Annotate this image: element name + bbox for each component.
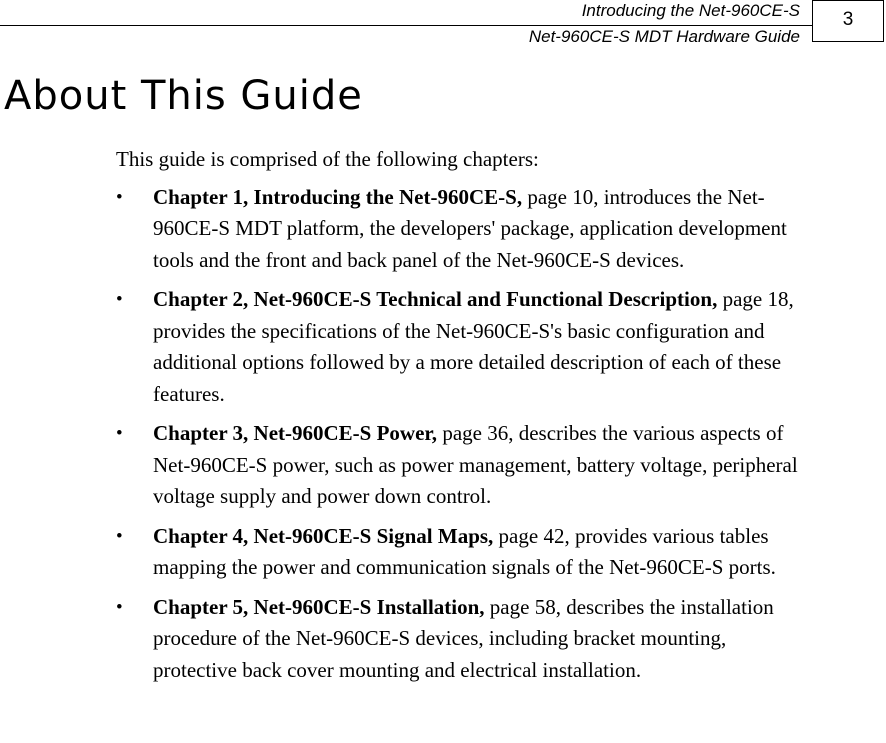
page-title: About This Guide [4,73,363,119]
chapter-description: page 36, describes the various aspects of Net-960CE-S power, such as power management, battery voltage, peripheral voltage supply and power down control. [153,421,798,508]
body-content [116,144,806,694]
chapter-description: page 18, provides the specifications of the Net-960CE-S's basic configuration and additional options followed by a more detailed description of each of these features. [153,287,794,406]
chapter-title: Chapter 3, Net-960CE-S Power, [153,421,438,445]
chapter-list [116,182,806,687]
chapter-description: page 42, provides various tables mapping the power and communication signals of the Net-960CE-S ports. [153,523,776,579]
chapter-item-1 [116,182,806,277]
bullet-icon: • [116,525,123,547]
chapter-title: Chapter 2, Net-960CE-S Technical and Functional Description, [153,287,718,311]
intro-paragraph: This guide is comprised of the following chapters: [116,147,539,171]
chapter-title: Chapter 1, Introducing the Net-960CE-S, [153,184,523,209]
chapter-item-5 [116,592,806,687]
header-divider [0,25,812,26]
chapter-item-3 [116,418,806,513]
header-guide-title: Net-960CE-S MDT Hardware Guide [528,27,800,46]
chapter-description: page 10, introduces the Net-960CE-S MDT platform, the developers' package, application development tools and the front and back panel of the Net-960CE-S devices. [153,184,787,272]
bullet-icon: • [116,186,123,208]
chapter-item-4 [116,521,806,584]
bullet-icon: • [116,289,123,310]
chapter-title: Chapter 5, Net-960CE-S Installation, [153,594,485,619]
chapter-description: page 58, describes the installation procedure of the Net-960CE-S devices, including bracket mounting, protective back cover mounting and electrical installation. [153,594,774,682]
page-number: 3 [812,0,884,42]
bullet-icon: • [116,596,123,618]
bullet-icon: • [116,423,123,444]
header-chapter-title: Introducing the Net-960CE-S [581,1,800,20]
chapter-title: Chapter 4, Net-960CE-S Signal Maps, [153,523,494,548]
chapter-item-2 [116,284,806,410]
